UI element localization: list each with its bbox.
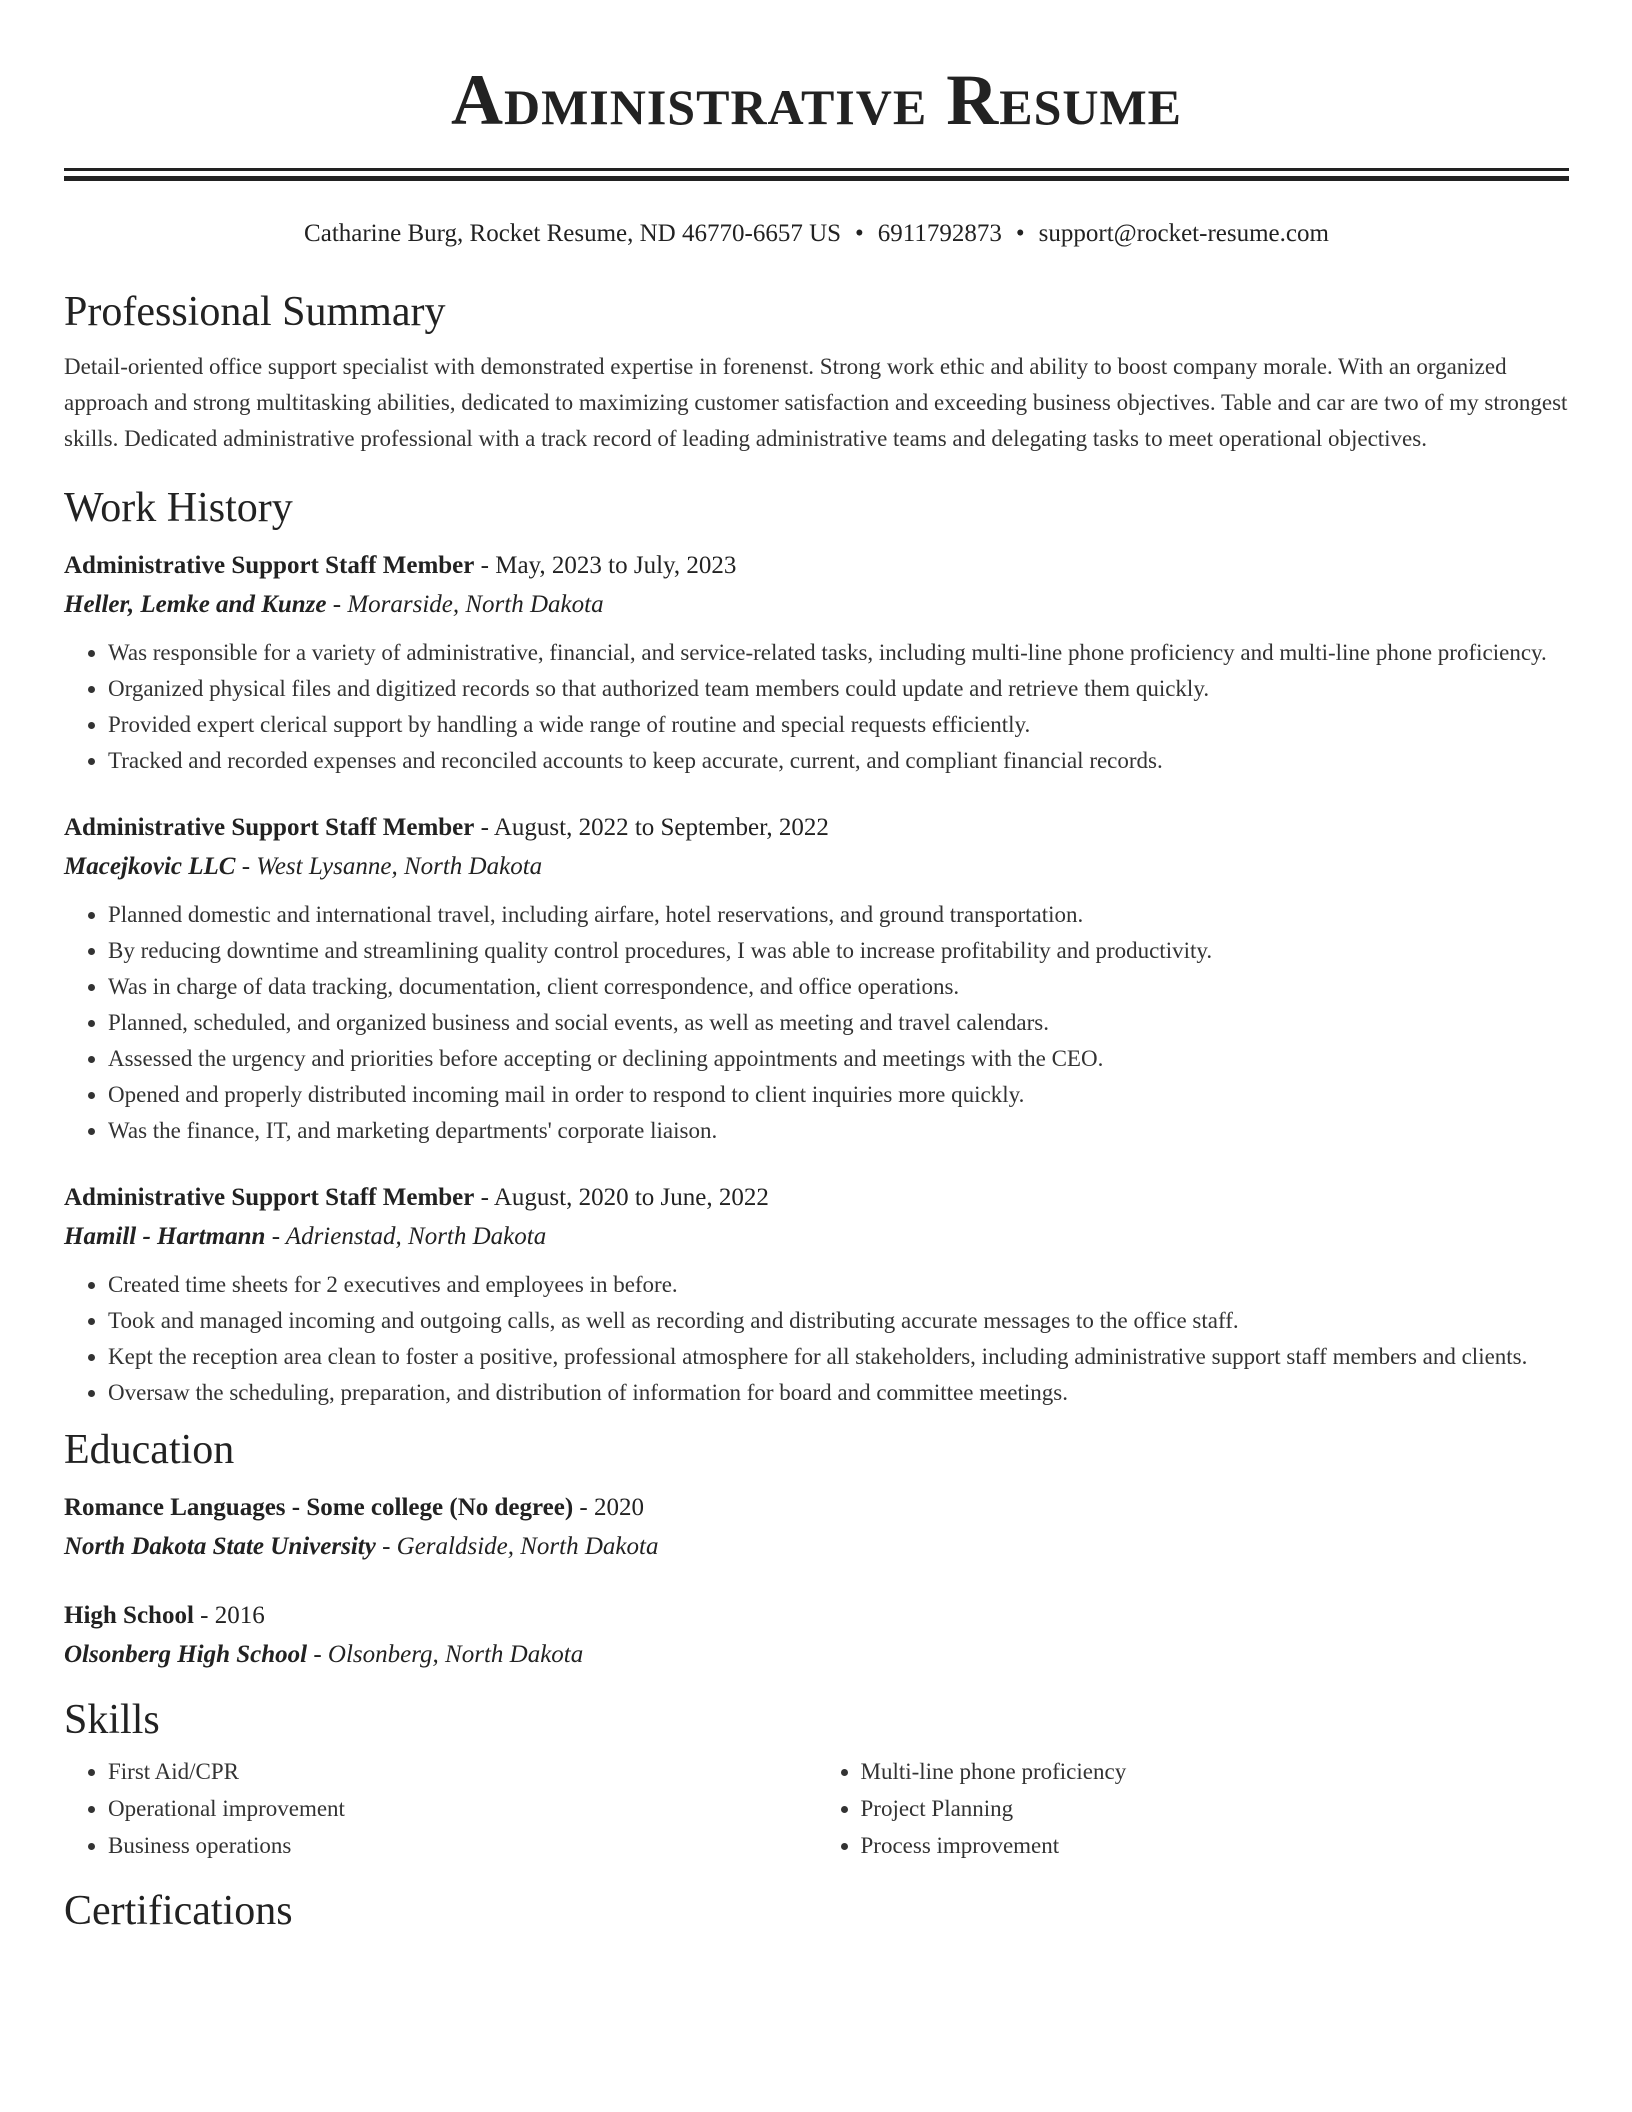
job-bullet: • Tracked and recorded expenses and reconciled accounts to keep accurate, current, and compliant financial records.: [108, 743, 1569, 779]
certifications-heading: Certifications: [64, 1888, 293, 1934]
skills-column-right: [817, 1753, 1570, 1864]
title-divider-thin: [64, 176, 1569, 181]
job-dates: - August, 2020 to June, 2022: [474, 1184, 769, 1211]
education-location: - Geraldside, North Dakota: [375, 1533, 659, 1560]
job-company-line: [64, 1217, 1569, 1257]
job-bullets: [64, 635, 1569, 779]
contact-address: Catharine Burg, Rocket Resume, ND 46770-6657 US: [304, 220, 842, 247]
job-bullet: • Organized physical files and digitized records so that authorized team members could update and retrieve them quickly.: [108, 671, 1569, 707]
education-school: North Dakota State University: [64, 1533, 376, 1560]
education-school-line: [64, 1527, 1569, 1567]
job-bullets: [64, 1267, 1569, 1411]
skills-list: [64, 1753, 1569, 1864]
contact-separator: •: [1015, 220, 1025, 247]
education-heading: Education: [64, 1427, 235, 1473]
education-degree-line: [64, 1489, 1569, 1527]
job-bullet: • Was the finance, IT, and marketing departments' corporate liaison.: [108, 1113, 1569, 1149]
job-bullet: • Was responsible for a variety of administrative, financial, and service-related tasks, including multi-line phone proficiency and multi-line phone proficiency.: [108, 635, 1569, 671]
skill-item: • Business operations: [108, 1827, 817, 1864]
job-dates: - August, 2022 to September, 2022: [474, 814, 829, 841]
title-divider-thick: [64, 168, 1569, 171]
job-bullet: • Assessed the urgency and priorities before accepting or declining appointments and meetings with the CEO.: [108, 1041, 1569, 1077]
job-dates: - May, 2023 to July, 2023: [474, 552, 737, 579]
contact-line: [64, 219, 1569, 249]
job-bullet: • Provided expert clerical support by handling a wide range of routine and special requests efficiently.: [108, 707, 1569, 743]
job-bullet: • By reducing downtime and streamlining quality control procedures, I was able to increase profitability and productivity.: [108, 933, 1569, 969]
education-year: - 2016: [193, 1602, 265, 1629]
job-bullet: • Took and managed incoming and outgoing calls, as well as recording and distributing accurate messages to the office staff.: [108, 1303, 1569, 1339]
contact-email: support@rocket-resume.com: [1038, 220, 1329, 247]
summary-text: Detail-oriented office support specialist with demonstrated expertise in forenenst. Strong work ethic and ability to boost company morale. With an organized approach and strong multitasking abilities, dedicated to maximizing customer satisfaction and exceeding business objectives. Table and car are two of my strongest skills. Dedicated administrative professional with a track record of leading administrative teams and delegating tasks to meet operational objectives.: [64, 354, 1568, 451]
education-school: Olsonberg High School: [64, 1641, 308, 1668]
education-degree: High School: [64, 1602, 194, 1629]
job-company-line: [64, 585, 1569, 625]
skill-item: • Operational improvement: [108, 1790, 817, 1827]
education-school-line: [64, 1635, 1569, 1675]
skill-item: • First Aid/CPR: [108, 1753, 817, 1790]
resume-title: Administrative Resume: [450, 60, 1183, 140]
job-title-line: [64, 547, 1569, 585]
skill-item: • Project Planning: [861, 1790, 1570, 1827]
job-bullets: [64, 897, 1569, 1149]
job-title: Administrative Support Staff Member: [64, 1184, 475, 1211]
job-bullet: • Created time sheets for 2 executives and employees in before.: [108, 1267, 1569, 1303]
summary-heading: Professional Summary: [64, 289, 446, 335]
job-bullet: • Opened and properly distributed incoming mail in order to respond to client inquiries more quickly.: [108, 1077, 1569, 1113]
education-year: - 2020: [573, 1494, 644, 1521]
job-bullet: • Kept the reception area clean to foster a positive, professional atmosphere for all stakeholders, including administrative support staff members and clients.: [108, 1339, 1569, 1375]
education-degree: Romance Languages - Some college (No degree): [64, 1494, 574, 1521]
skills-column-left: [64, 1753, 817, 1864]
job-location: - Morarside, North Dakota: [326, 591, 604, 618]
job-bullet: • Oversaw the scheduling, preparation, and distribution of information for board and committee meetings.: [108, 1375, 1569, 1411]
job-location: - Adrienstad, North Dakota: [265, 1223, 547, 1250]
job-title-line: [64, 809, 1569, 847]
job-title: Administrative Support Staff Member: [64, 814, 475, 841]
education-degree-line: [64, 1597, 1569, 1635]
skills-heading: Skills: [64, 1697, 160, 1743]
education-entry: [64, 1489, 1569, 1567]
skill-item: • Process improvement: [861, 1827, 1570, 1864]
education-entry: [64, 1597, 1569, 1675]
resume-page: [64, 0, 1569, 1936]
job-location: - West Lysanne, North Dakota: [235, 853, 543, 880]
job-company: Heller, Lemke and Kunze: [64, 591, 327, 618]
education-location: - Olsonberg, North Dakota: [307, 1641, 584, 1668]
job-company: Hamill - Hartmann: [64, 1223, 266, 1250]
contact-separator: •: [855, 220, 864, 247]
job-title-line: [64, 1179, 1569, 1217]
work-history-heading: Work History: [64, 485, 293, 531]
job-company: Macejkovic LLC: [64, 853, 236, 880]
contact-phone: 6911792873: [877, 220, 1002, 247]
job-bullet: • Planned, scheduled, and organized business and social events, as well as meeting and travel calendars.: [108, 1005, 1569, 1041]
job-entry: [64, 1179, 1569, 1411]
job-entry: [64, 547, 1569, 779]
job-bullet: • Was in charge of data tracking, documentation, client correspondence, and office operations.: [108, 969, 1569, 1005]
job-bullet: • Planned domestic and international travel, including airfare, hotel reservations, and ground transportation.: [108, 897, 1569, 933]
skill-item: • Multi-line phone proficiency: [861, 1753, 1570, 1790]
job-company-line: [64, 847, 1569, 887]
job-title: Administrative Support Staff Member: [64, 552, 475, 579]
job-entry: [64, 809, 1569, 1149]
